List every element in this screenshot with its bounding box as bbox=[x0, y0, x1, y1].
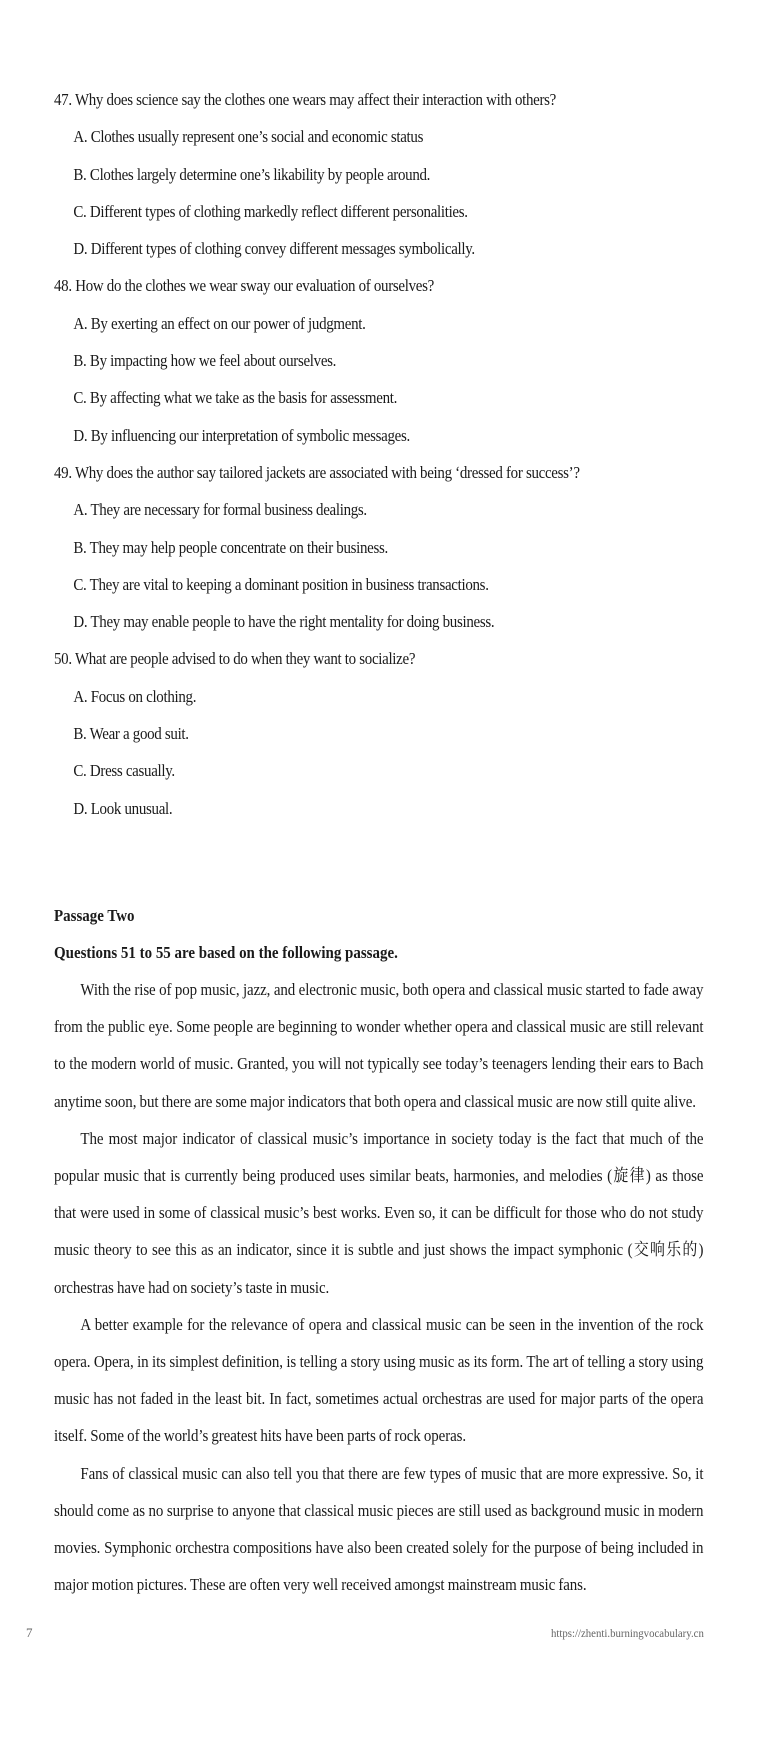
option-a: A. By exerting an effect on our power of judgment. bbox=[73, 313, 366, 333]
passage-instruction: Questions 51 to 55 are based on the following passage. bbox=[54, 943, 398, 962]
question-50 bbox=[54, 640, 714, 826]
footer-url: https://zhenti.burningvocabulary.cn bbox=[551, 1626, 704, 1640]
question-list bbox=[54, 81, 714, 827]
option-b: B. Wear a good suit. bbox=[73, 724, 189, 744]
option-a: A. Clothes usually represent one’s social and economic status bbox=[73, 127, 424, 147]
option-b: B. By impacting how we feel about ourselves. bbox=[73, 351, 337, 371]
option-d: D. Look unusual. bbox=[73, 798, 173, 818]
passage-paragraph-4: Fans of classical music can also tell you that there are few types of music that are more expressive. So, it should come as no surprise to anyone that classical music pieces are still used as background music in modern movies. Symphonic orchestra compositions have also been created solely for the purpose of being included in major motion pictures. These are often very well received amongst mainstream music fans. bbox=[54, 1463, 704, 1595]
question-stem: 49. Why does the author say tailored jackets are associated with being ‘dressed for success’? bbox=[54, 462, 580, 482]
option-c: C. Different types of clothing markedly reflect different personalities. bbox=[73, 201, 468, 221]
option-c: C. By affecting what we take as the basis for assessment. bbox=[73, 388, 398, 408]
option-c: C. They are vital to keeping a dominant position in business transactions. bbox=[73, 574, 489, 594]
passage-paragraph-1: With the rise of pop music, jazz, and electronic music, both opera and classical music started to fade away from the public eye. Some people are beginning to wonder whether opera and classical music are still relevant to the modern world of music. Granted, you will not typically see today’s teenagers lending their ears to Bach anytime soon, but there are some major indicators that both opera and classical music are now still quite alive. bbox=[54, 980, 704, 1111]
option-d: D. They may enable people to have the right mentality for doing business. bbox=[73, 612, 495, 632]
passage-title: Passage Two bbox=[54, 906, 135, 925]
passage-paragraph-2: The most major indicator of classical music’s importance in society today is the fact that much of the popular music that is currently being produced uses similar beats, harmonies, and melodies (旋律) as those that were used in some of classical music’s best works. Even so, it can be difficult for those who do not study music theory to see this as an indicator, since it is subtle and just shows the impact symphonic (交响乐的) orchestras have had on society’s taste in music. bbox=[54, 1128, 704, 1297]
passage-body bbox=[54, 971, 704, 1603]
option-a: A. They are necessary for formal business dealings. bbox=[73, 500, 367, 520]
question-stem: 47. Why does science say the clothes one wears may affect their interaction with others? bbox=[54, 90, 556, 109]
option-b: B. They may help people concentrate on their business. bbox=[73, 537, 388, 557]
passage-paragraph-3: A better example for the relevance of opera and classical music can be seen in the invention of the rock opera. Opera, in its simplest definition, is telling a story using music as its form. The art of telling a story using music has not faded in the least bit. In fact, sometimes actual orchestras are used for major parts of the opera itself. Some of the world’s greatest hits have been parts of rock operas. bbox=[54, 1314, 704, 1446]
question-48 bbox=[54, 267, 714, 453]
question-stem: 48. How do the clothes we wear sway our evaluation of ourselves? bbox=[54, 276, 434, 296]
option-d: D. By influencing our interpretation of symbolic messages. bbox=[73, 425, 410, 445]
option-a: A. Focus on clothing. bbox=[73, 686, 197, 706]
page-number: 7 bbox=[26, 1625, 33, 1640]
passage-two bbox=[54, 897, 704, 1603]
option-c: C. Dress casually. bbox=[73, 761, 175, 781]
question-49 bbox=[54, 454, 714, 640]
option-d: D. Different types of clothing convey different messages symbolically. bbox=[73, 239, 475, 259]
question-47 bbox=[54, 81, 714, 267]
option-b: B. Clothes largely determine one’s likability by people around. bbox=[73, 164, 431, 184]
question-stem: 50. What are people advised to do when they want to socialize? bbox=[54, 649, 416, 669]
